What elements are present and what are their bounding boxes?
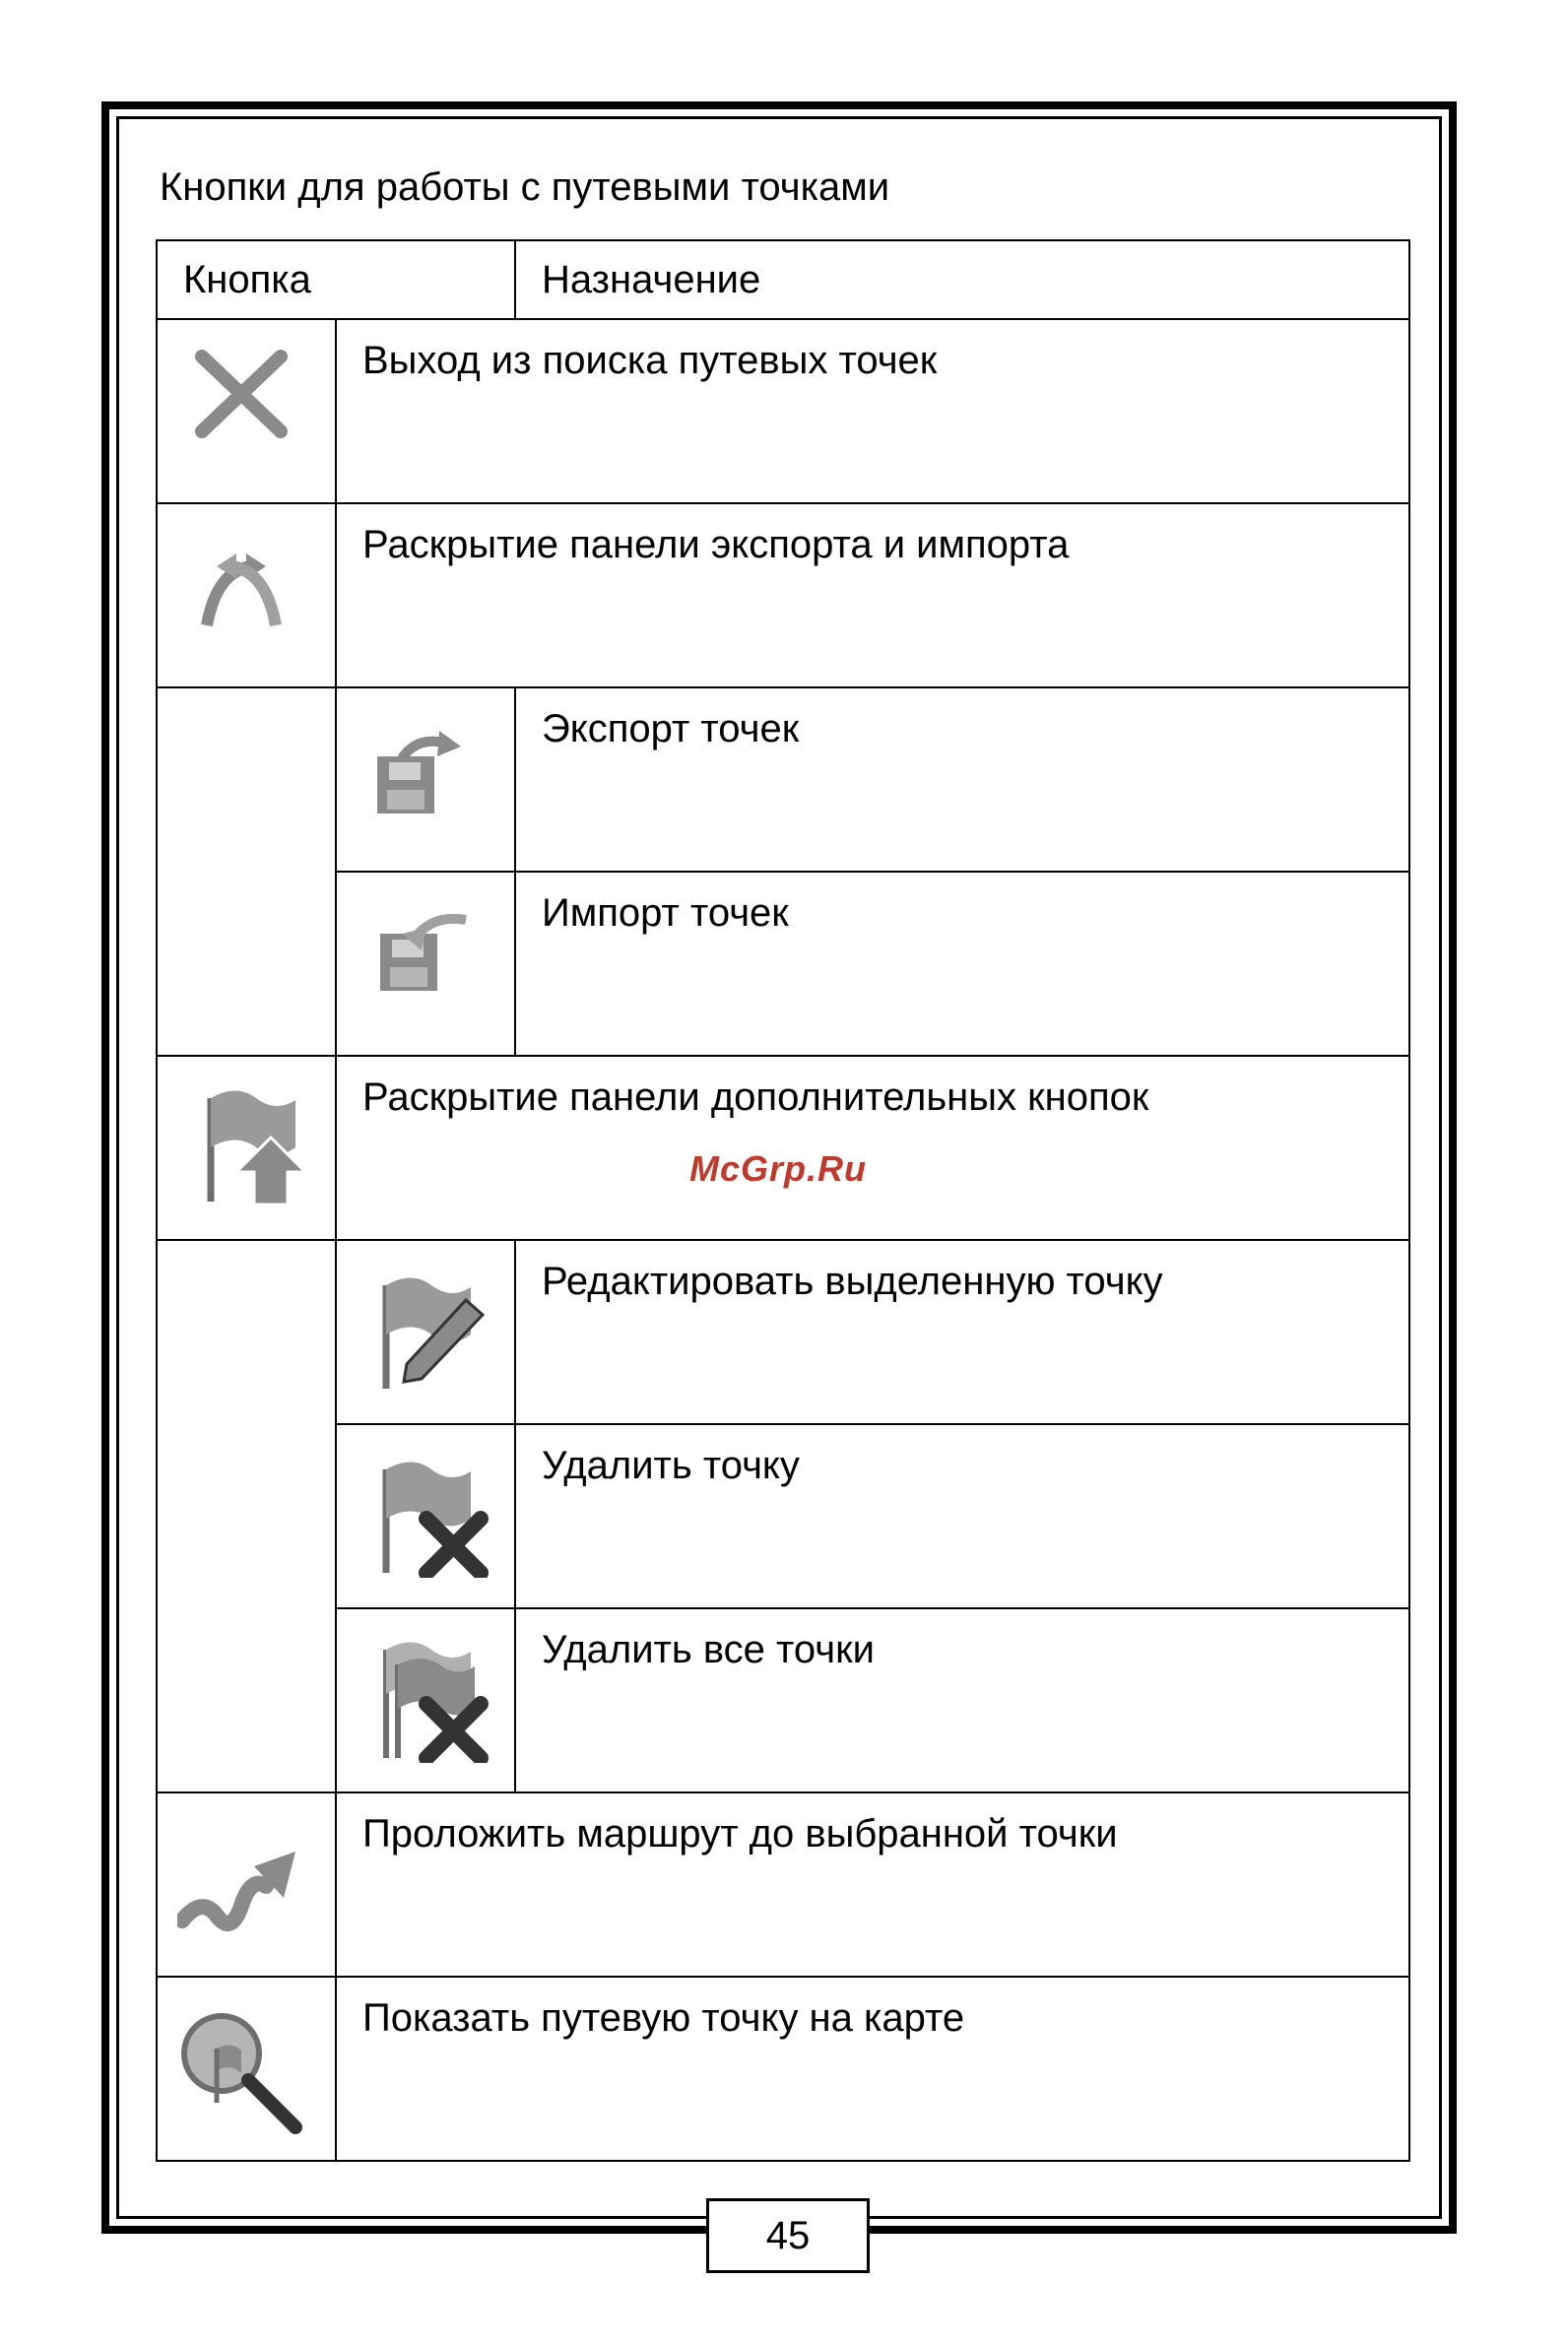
row-label-exit-search: Выход из поиска путевых точек — [362, 339, 938, 382]
table-rule — [514, 239, 516, 318]
table-rule — [335, 1423, 1410, 1425]
route-arrow-icon[interactable] — [177, 1837, 300, 1950]
row-label-export-import-panel: Раскрытие панели экспорта и импорта — [362, 523, 1070, 566]
table-rule — [156, 1055, 1410, 1057]
flag-up-arrow-icon[interactable] — [197, 1078, 315, 1211]
table-rule — [156, 502, 1410, 504]
page-number — [706, 2198, 870, 2273]
row-label-extra-buttons-panel: Раскрытие панели дополнительных кнопок — [362, 1075, 1149, 1119]
table-rule — [156, 686, 1410, 688]
page-number-text: 45 — [765, 2213, 811, 2257]
row-label-build-route: Проложить маршрут до выбранной точки — [362, 1812, 1118, 1856]
flags-delete-all-icon[interactable] — [372, 1635, 490, 1768]
table-rule — [335, 871, 1410, 873]
row-label-export-points: Экспорт точек — [542, 707, 800, 750]
table-rule — [514, 686, 516, 1055]
flag-edit-pencil-icon[interactable] — [372, 1266, 490, 1399]
row-label-show-on-map: Показать путевую точку на карте — [362, 1996, 965, 2040]
flag-delete-icon[interactable] — [372, 1450, 490, 1583]
row-label-edit-point: Редактировать выделенную точку — [542, 1260, 1163, 1303]
column-header-button: Кнопка — [183, 258, 311, 301]
section-heading: Кнопки для работы с путевыми точками — [160, 165, 890, 209]
row-label-delete-point: Удалить точку — [542, 1444, 800, 1487]
row-label-delete-all-points: Удалить все точки — [542, 1628, 875, 1671]
save-export-icon[interactable] — [372, 729, 466, 822]
table-rule — [156, 1976, 1410, 1978]
row-label-import-points: Импорт точек — [542, 891, 789, 935]
table-rule — [335, 1607, 1410, 1609]
table-rule — [514, 1239, 516, 1791]
watermark-text: McGrp.Ru — [689, 1148, 868, 1189]
export-import-arrows-icon[interactable] — [197, 552, 286, 635]
save-import-icon[interactable] — [372, 906, 471, 1000]
magnifier-flag-icon[interactable] — [177, 2009, 305, 2142]
table-rule — [335, 318, 337, 2162]
close-x-icon[interactable] — [187, 345, 295, 448]
column-header-purpose: Назначение — [542, 258, 761, 301]
table-rule — [156, 1791, 1410, 1793]
table-rule — [156, 318, 1410, 320]
table-rule — [156, 1239, 1410, 1241]
